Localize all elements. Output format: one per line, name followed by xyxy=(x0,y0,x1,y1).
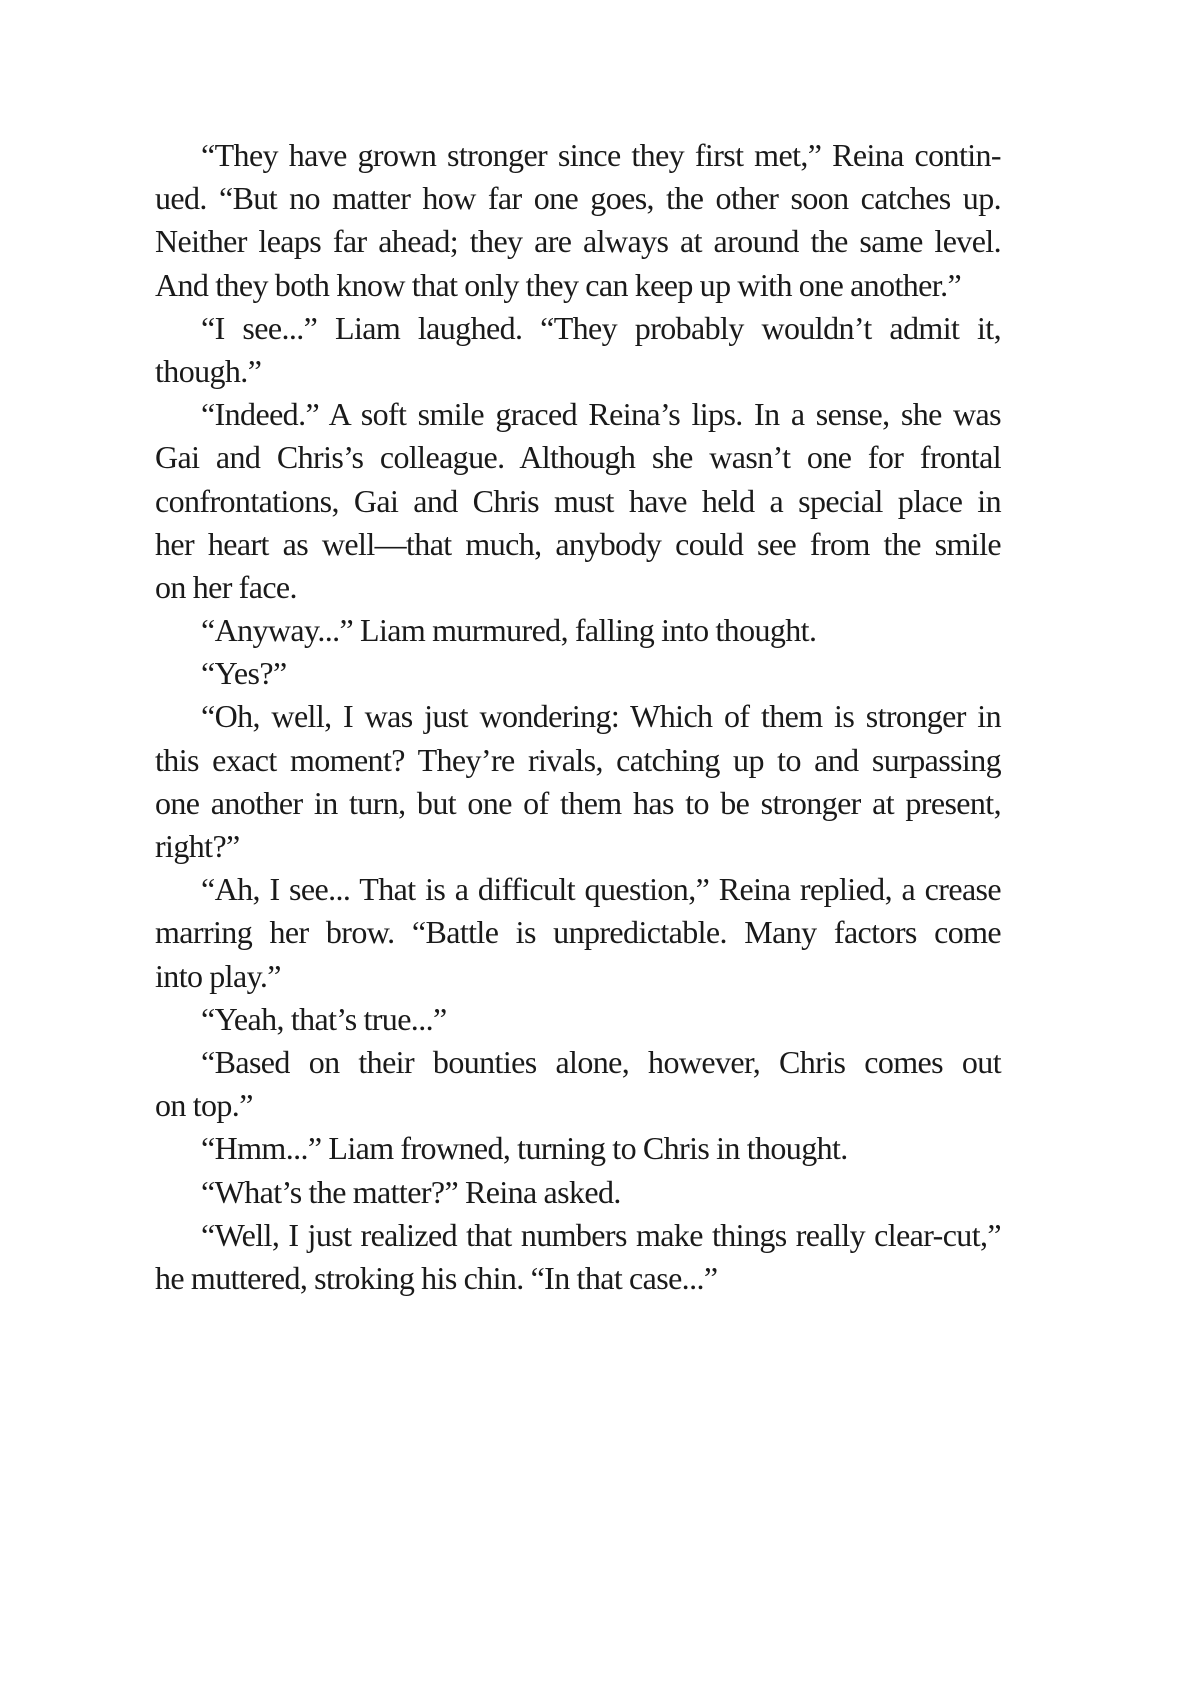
text-line: And they both know that only they can keep up with one another.” xyxy=(155,266,962,303)
text-line: “Oh, well, I was just wondering: Which of them is stronger in xyxy=(201,698,1001,735)
text-line: “Ah, I see... That is a difficult question,” Reina replied, a crease xyxy=(201,871,1001,908)
text-line: marring her brow. “Battle is unpredictable. Many factors come xyxy=(155,914,1001,951)
book-page-text xyxy=(155,134,1001,1300)
text-line: confrontations, Gai and Chris must have held a special place in xyxy=(155,482,1001,519)
text-line: “Indeed.” A soft smile graced Reina’s lips. In a sense, she was xyxy=(201,396,1001,433)
text-line: “Well, I just realized that numbers make things really clear-cut,” xyxy=(201,1216,1001,1253)
text-line: Gai and Chris’s colleague. Although she wasn’t one for frontal xyxy=(155,439,1001,476)
text-line: her heart as well—that much, anybody could see from the smile xyxy=(155,525,1001,562)
text-line: ued. “But no matter how far one goes, the other soon catches up. xyxy=(155,180,1001,217)
text-line: “Yeah, that’s true...” xyxy=(201,1000,447,1037)
text-line: he muttered, stroking his chin. “In that case...” xyxy=(155,1259,718,1296)
text-line: one another in turn, but one of them has to be stronger at present, xyxy=(155,784,1001,821)
text-line: on top.” xyxy=(155,1087,253,1124)
text-line: this exact moment? They’re rivals, catching up to and surpassing xyxy=(155,741,1001,778)
text-line: Neither leaps far ahead; they are always at around the same level. xyxy=(155,223,1001,260)
text-line: right?” xyxy=(155,828,240,864)
text-line: though.” xyxy=(155,352,262,389)
text-line: “Based on their bounties alone, however, Chris comes out xyxy=(201,1043,1001,1080)
text-line: “I see...” Liam laughed. “They probably wouldn’t admit it, xyxy=(201,309,1001,346)
text-line: into play.” xyxy=(155,957,281,994)
text-line: “They have grown stronger since they first met,” Reina contin- xyxy=(201,137,1001,173)
text-line: “Hmm...” Liam frowned, turning to Chris in thought. xyxy=(201,1130,848,1167)
text-line: “Anyway...” Liam murmured, falling into thought. xyxy=(201,612,817,649)
text-line: “What’s the matter?” Reina asked. xyxy=(201,1173,621,1210)
text-line: “Yes?” xyxy=(201,655,287,692)
text-line: on her face. xyxy=(155,568,297,605)
